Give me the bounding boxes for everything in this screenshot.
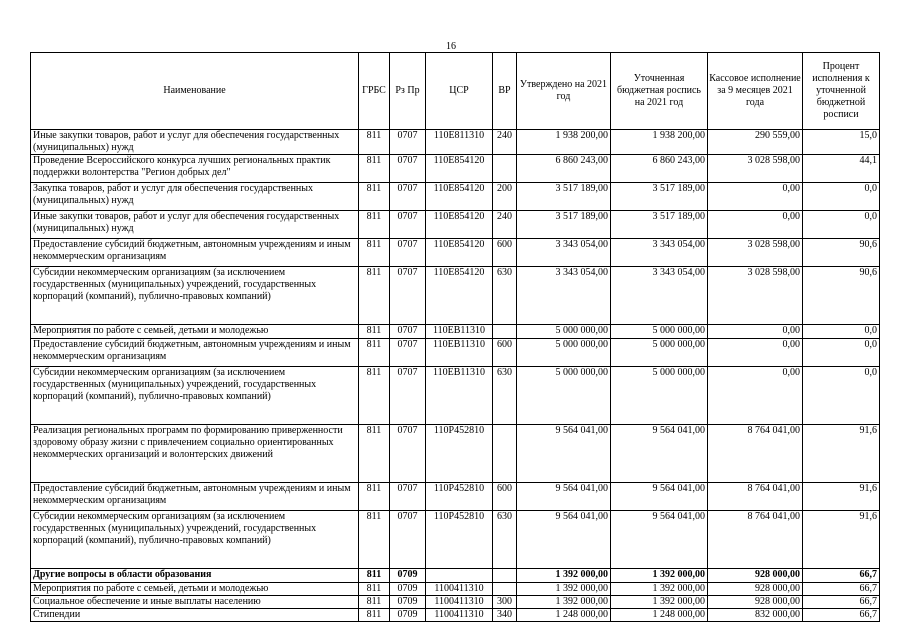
cell-percent: 0,0: [803, 339, 880, 367]
cell-approved: 5 000 000,00: [517, 325, 611, 339]
cell-csr: 1100411310: [426, 609, 493, 622]
header-percent: Процент исполнения к уточненной бюджетной росписи: [803, 53, 880, 130]
cell-grbs: 811: [359, 583, 390, 596]
cell-percent: 66,7: [803, 596, 880, 609]
cell-percent: 44,1: [803, 155, 880, 183]
cell-grbs: 811: [359, 425, 390, 483]
table-row: [31, 130, 880, 155]
cell-csr: 110E854120: [426, 183, 493, 211]
cell-grbs: 811: [359, 211, 390, 239]
cell-cash: 8 764 041,00: [708, 483, 803, 511]
cell-approved: 9 564 041,00: [517, 511, 611, 569]
cell-grbs: 811: [359, 569, 390, 583]
header-csr: ЦСР: [426, 53, 493, 130]
cell-percent: 91,6: [803, 483, 880, 511]
cell-name: Предоставление субсидий бюджетным, автономным учреждениям и иным некоммерческим организациям: [31, 339, 359, 367]
header-name: Наименование: [31, 53, 359, 130]
cell-grbs: 811: [359, 130, 390, 155]
cell-csr: 110E854120: [426, 239, 493, 267]
cell-rzpr: 0707: [390, 267, 426, 325]
cell-rzpr: 0707: [390, 183, 426, 211]
cell-name: Предоставление субсидий бюджетным, автономным учреждениям и иным некоммерческим организациям: [31, 483, 359, 511]
cell-name: Стипендии: [31, 609, 359, 622]
table-row: [31, 325, 880, 339]
cell-csr: 110EB11310: [426, 339, 493, 367]
cell-approved: 1 938 200,00: [517, 130, 611, 155]
cell-csr: 110E854120: [426, 267, 493, 325]
cell-approved: 9 564 041,00: [517, 483, 611, 511]
cell-csr: 1100411310: [426, 583, 493, 596]
table-row: [31, 609, 880, 622]
cell-vr: [493, 569, 517, 583]
cell-rzpr: 0707: [390, 211, 426, 239]
cell-grbs: 811: [359, 183, 390, 211]
cell-cash: 0,00: [708, 183, 803, 211]
cell-refined: 1 392 000,00: [611, 569, 708, 583]
cell-rzpr: 0707: [390, 425, 426, 483]
cell-percent: 0,0: [803, 325, 880, 339]
cell-percent: 91,6: [803, 511, 880, 569]
cell-vr: 600: [493, 339, 517, 367]
cell-vr: 600: [493, 239, 517, 267]
page-number: 16: [446, 41, 456, 52]
cell-vr: [493, 155, 517, 183]
table-row: [31, 267, 880, 325]
cell-rzpr: 0707: [390, 155, 426, 183]
table-row: [31, 583, 880, 596]
cell-name: Иные закупки товаров, работ и услуг для обеспечения государственных (муниципальных) нужд: [31, 130, 359, 155]
cell-name: Закупка товаров, работ и услуг для обеспечения государственных (муниципальных) нужд: [31, 183, 359, 211]
cell-percent: 90,6: [803, 267, 880, 325]
cell-name: Социальное обеспечение и иные выплаты населению: [31, 596, 359, 609]
cell-percent: 90,6: [803, 239, 880, 267]
cell-cash: 832 000,00: [708, 609, 803, 622]
cell-csr: 110P452810: [426, 511, 493, 569]
budget-table: [30, 52, 880, 622]
cell-rzpr: 0707: [390, 511, 426, 569]
cell-refined: 3 517 189,00: [611, 211, 708, 239]
cell-name: Субсидии некоммерческим организациям (за исключением государственных (муниципальных) учреждений, государственных корпораций (компаний), публично-правовых компаний): [31, 511, 359, 569]
cell-approved: 9 564 041,00: [517, 425, 611, 483]
cell-approved: 1 392 000,00: [517, 596, 611, 609]
cell-name: Другие вопросы в области образования: [31, 569, 359, 583]
cell-name: Субсидии некоммерческим организациям (за исключением государственных (муниципальных) учреждений, государственных корпораций (компаний), публично-правовых компаний): [31, 367, 359, 425]
cell-cash: 0,00: [708, 339, 803, 367]
table-row: [31, 155, 880, 183]
cell-cash: 928 000,00: [708, 569, 803, 583]
table-body: [31, 130, 880, 622]
table-row: [31, 239, 880, 267]
cell-approved: 1 248 000,00: [517, 609, 611, 622]
cell-cash: 3 028 598,00: [708, 239, 803, 267]
header-cash: Кассовое исполнение за 9 месяцев 2021 года: [708, 53, 803, 130]
cell-approved: 6 860 243,00: [517, 155, 611, 183]
cell-name: Реализация региональных программ по формированию приверженности здоровому образу жизни с привлечением социально ориентированных некоммерческих организаций и волонтерских движений: [31, 425, 359, 483]
header-rzpr: Рз Пр: [390, 53, 426, 130]
cell-rzpr: 0707: [390, 239, 426, 267]
cell-percent: 0,0: [803, 211, 880, 239]
cell-vr: 240: [493, 130, 517, 155]
cell-grbs: 811: [359, 267, 390, 325]
cell-grbs: 811: [359, 155, 390, 183]
table-row: [31, 339, 880, 367]
cell-approved: 3 343 054,00: [517, 239, 611, 267]
cell-refined: 1 938 200,00: [611, 130, 708, 155]
cell-vr: 600: [493, 483, 517, 511]
cell-grbs: 811: [359, 325, 390, 339]
cell-vr: 200: [493, 183, 517, 211]
cell-cash: 3 028 598,00: [708, 155, 803, 183]
cell-name: Иные закупки товаров, работ и услуг для обеспечения государственных (муниципальных) нужд: [31, 211, 359, 239]
table-row: [31, 511, 880, 569]
cell-vr: 630: [493, 267, 517, 325]
cell-refined: 1 392 000,00: [611, 583, 708, 596]
header-refined: Уточненная бюджетная роспись на 2021 год: [611, 53, 708, 130]
cell-grbs: 811: [359, 609, 390, 622]
table-row: [31, 183, 880, 211]
cell-percent: 15,0: [803, 130, 880, 155]
table-row: [31, 596, 880, 609]
table-row: [31, 367, 880, 425]
cell-grbs: 811: [359, 596, 390, 609]
cell-refined: 9 564 041,00: [611, 425, 708, 483]
cell-csr: 110EB11310: [426, 325, 493, 339]
cell-vr: 300: [493, 596, 517, 609]
cell-grbs: 811: [359, 367, 390, 425]
cell-approved: 1 392 000,00: [517, 583, 611, 596]
cell-rzpr: 0707: [390, 130, 426, 155]
cell-cash: 290 559,00: [708, 130, 803, 155]
cell-csr: 110P452810: [426, 425, 493, 483]
cell-refined: 9 564 041,00: [611, 483, 708, 511]
cell-refined: 6 860 243,00: [611, 155, 708, 183]
cell-refined: 3 517 189,00: [611, 183, 708, 211]
cell-cash: 928 000,00: [708, 596, 803, 609]
cell-percent: 0,0: [803, 367, 880, 425]
cell-percent: 66,7: [803, 609, 880, 622]
table-row: [31, 483, 880, 511]
header-vr: ВР: [493, 53, 517, 130]
cell-csr: [426, 569, 493, 583]
cell-refined: 3 343 054,00: [611, 267, 708, 325]
cell-vr: 340: [493, 609, 517, 622]
table-row: [31, 569, 880, 583]
cell-grbs: 811: [359, 511, 390, 569]
cell-cash: 0,00: [708, 211, 803, 239]
cell-csr: 1100411310: [426, 596, 493, 609]
cell-name: Предоставление субсидий бюджетным, автономным учреждениям и иным некоммерческим организациям: [31, 239, 359, 267]
cell-approved: 3 517 189,00: [517, 211, 611, 239]
cell-percent: 66,7: [803, 583, 880, 596]
cell-cash: 3 028 598,00: [708, 267, 803, 325]
cell-name: Проведение Всероссийского конкурса лучших региональных практик поддержки волонтерства "Регион добрых дел": [31, 155, 359, 183]
cell-refined: 5 000 000,00: [611, 339, 708, 367]
cell-csr: 110E854120: [426, 211, 493, 239]
cell-csr: 110EB11310: [426, 367, 493, 425]
cell-refined: 5 000 000,00: [611, 325, 708, 339]
cell-rzpr: 0709: [390, 609, 426, 622]
cell-rzpr: 0707: [390, 367, 426, 425]
cell-vr: 630: [493, 367, 517, 425]
cell-approved: 5 000 000,00: [517, 339, 611, 367]
cell-rzpr: 0709: [390, 569, 426, 583]
table-row: [31, 211, 880, 239]
cell-refined: 9 564 041,00: [611, 511, 708, 569]
cell-grbs: 811: [359, 239, 390, 267]
cell-vr: 630: [493, 511, 517, 569]
cell-approved: 5 000 000,00: [517, 367, 611, 425]
cell-grbs: 811: [359, 339, 390, 367]
cell-cash: 0,00: [708, 325, 803, 339]
header-approved: Утверждено на 2021 год: [517, 53, 611, 130]
cell-rzpr: 0709: [390, 596, 426, 609]
cell-percent: 91,6: [803, 425, 880, 483]
cell-percent: 66,7: [803, 569, 880, 583]
cell-refined: 1 392 000,00: [611, 596, 708, 609]
cell-rzpr: 0709: [390, 583, 426, 596]
cell-name: Мероприятия по работе с семьей, детьми и молодежью: [31, 325, 359, 339]
cell-cash: 8 764 041,00: [708, 425, 803, 483]
cell-name: Мероприятия по работе с семьей, детьми и молодежью: [31, 583, 359, 596]
cell-csr: 110E811310: [426, 130, 493, 155]
cell-refined: 3 343 054,00: [611, 239, 708, 267]
cell-approved: 3 517 189,00: [517, 183, 611, 211]
cell-cash: 928 000,00: [708, 583, 803, 596]
table-row: [31, 425, 880, 483]
table-header-row: [31, 53, 880, 130]
cell-rzpr: 0707: [390, 339, 426, 367]
cell-csr: 110E854120: [426, 155, 493, 183]
cell-approved: 3 343 054,00: [517, 267, 611, 325]
cell-vr: [493, 425, 517, 483]
cell-refined: 5 000 000,00: [611, 367, 708, 425]
cell-vr: 240: [493, 211, 517, 239]
cell-percent: 0,0: [803, 183, 880, 211]
cell-vr: [493, 583, 517, 596]
cell-csr: 110P452810: [426, 483, 493, 511]
cell-rzpr: 0707: [390, 483, 426, 511]
cell-grbs: 811: [359, 483, 390, 511]
cell-cash: 0,00: [708, 367, 803, 425]
cell-rzpr: 0707: [390, 325, 426, 339]
cell-approved: 1 392 000,00: [517, 569, 611, 583]
cell-cash: 8 764 041,00: [708, 511, 803, 569]
header-grbs: ГРБС: [359, 53, 390, 130]
cell-refined: 1 248 000,00: [611, 609, 708, 622]
cell-vr: [493, 325, 517, 339]
cell-name: Субсидии некоммерческим организациям (за исключением государственных (муниципальных) учреждений, государственных корпораций (компаний), публично-правовых компаний): [31, 267, 359, 325]
